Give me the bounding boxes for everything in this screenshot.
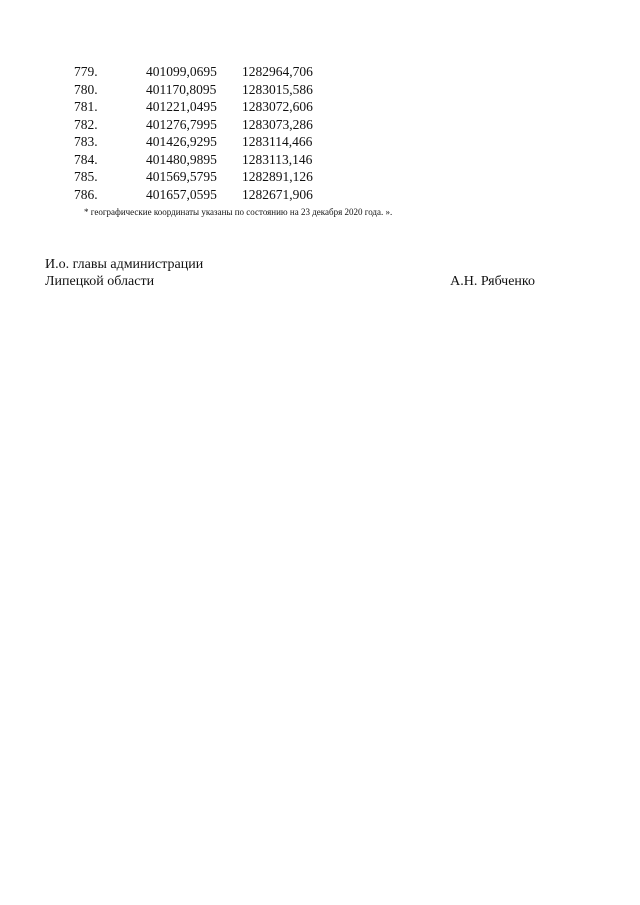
coordinate-x: 401426,9295: [146, 134, 217, 149]
point-number: 781.: [74, 99, 98, 114]
point-number: 785.: [74, 169, 98, 184]
point-number: 784.: [74, 151, 98, 167]
coordinate-y: 1282891,126: [242, 169, 313, 184]
coordinate-x: 401657,0595: [146, 186, 217, 202]
coordinate-x: 401221,0495: [146, 99, 217, 114]
coordinate-x: 401276,7995: [146, 116, 217, 132]
coordinate-y: 1283114,466: [242, 134, 313, 149]
coordinate-y: 1283113,146: [242, 151, 313, 167]
point-number: 786.: [74, 186, 98, 202]
signature-line: [45, 273, 535, 290]
coordinate-y: 1283073,286: [242, 116, 313, 132]
footnote: * географические координаты указаны по состоянию на 23 декабря 2020 года. ».: [84, 207, 393, 217]
signature-block: [45, 256, 535, 290]
signatory-name: А.Н. Рябченко: [450, 274, 535, 289]
coordinate-y: 1283015,586: [242, 81, 313, 97]
coordinate-y: 1283072,606: [242, 99, 313, 114]
coordinate-x: 401099,0695: [146, 64, 217, 79]
point-number: 782.: [74, 116, 98, 132]
signatory-position: И.о. главы администрации: [45, 257, 204, 272]
coordinate-y: 1282964,706: [242, 64, 313, 79]
coordinate-x: 401480,9895: [146, 151, 217, 167]
coordinate-y: 1282671,906: [242, 186, 313, 202]
signatory-region: Липецкой области: [45, 274, 155, 289]
signature-line: [45, 256, 535, 273]
point-number: 780.: [74, 81, 98, 97]
coordinate-x: 401170,8095: [146, 81, 217, 97]
point-number: 783.: [74, 134, 98, 149]
point-number: 779.: [74, 64, 98, 79]
coordinate-x: 401569,5795: [146, 169, 217, 184]
